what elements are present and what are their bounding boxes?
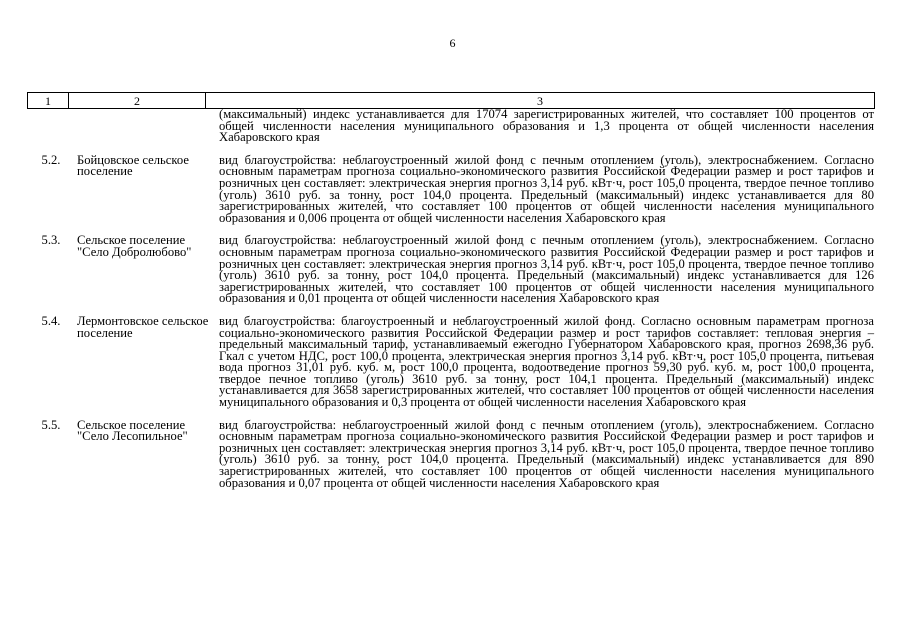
settlement-name: Лермонтовское сельское поселение — [77, 313, 209, 340]
row-description: вид благоустройства: благоустроенный и неблагоустроенный жилой фонд. Согласно основным параметрам прогноза социально-экономического развития Российской Федерации размер и рост тарифов составляет: тепловая энергия – предельный максимальный тариф, устанавливаемый ежегодно Губернатором Хабаровского края, прогноз 2698,36 руб. Гкал с учетом НДС, рост 100,0 процента, электрическая энергия прогноз 3,14 руб. кВт·ч, рост 105,0 процента, питьевая вода прогноз 31,01 руб. куб. м, рост 100,0 процента, водоотведение прогноз 59,30 руб. куб. м, рост 100,0 процента, твердое печное топливо (уголь) 3610 руб. за тонну, рост 104,1 процента. Предельный (максимальный) индекс устанавливается для 3658 зарегистрированных жителей, что составляет 100 процентов от общей численности населения муниципального образования и 0,3 процента от общей численности населения Хабаровского края — [219, 313, 874, 410]
settlement-name — [75, 109, 217, 144]
table-row — [27, 152, 875, 225]
row-description: вид благоустройства: неблагоустроенный жилой фонд с печным отоплением (уголь), электроснабжением. Согласно основным параметрам прогноза социально-экономического развития Российской Федерации размер и рост тарифов и розничных цен составляет: электрическая энергия прогноз 3,14 руб. кВт·ч, рост 105,0 процента, твердое печное топливо (уголь) 3610 руб. за тонну, рост 104,0 процента. Предельный (максимальный) индекс устанавливается для 890 зарегистрированных жителей, что составляет 100 процентов от общей численности населения муниципального образования и 0,07 процента от общей численности населения Хабаровского края — [219, 417, 874, 490]
row-description: вид благоустройства: неблагоустроенный жилой фонд с печным отоплением (уголь), электроснабжением. Согласно основным параметрам прогноза социально-экономического развития Российской Федерации размер и рост тарифов и розничных цен составляет: электрическая энергия прогноз 3,14 руб. кВт·ч, рост 105,0 процента, твердое печное топливо (уголь) 3610 руб. за тонну, рост 104,0 процента. Предельный (максимальный) индекс устанавливается для 80 зарегистрированных жителей, что составляет 100 процентов от общей численности населения муниципального образования и 0,006 процента от общей численности населения Хабаровского края — [219, 152, 874, 225]
column-header-2: 2 — [69, 93, 206, 109]
column-header-1: 1 — [28, 93, 69, 109]
column-header-3: 3 — [206, 93, 875, 109]
table-body — [27, 109, 875, 489]
row-number: 5.2. — [41, 152, 61, 167]
table-row — [27, 313, 875, 410]
continuation-text: (максимальный) индекс устанавливается для 17074 зарегистрированных жителей, что составляет 100 процентов от общей численности населения муниципального образования и 1,3 процента от общей численности населения Хабаровского края — [219, 107, 874, 145]
row-number: 5.5. — [41, 417, 61, 432]
row-number — [27, 109, 75, 144]
continuation-row — [27, 109, 875, 144]
settlement-name: Сельское поселение "Село Лесопильное" — [77, 417, 188, 444]
row-number: 5.4. — [41, 313, 61, 328]
settlement-name: Бойцовское сельское поселение — [77, 152, 189, 179]
settlement-name: Сельское поселение "Село Добролюбово" — [77, 233, 192, 259]
row-description: вид благоустройства: неблагоустроенный жилой фонд с печным отоплением (уголь), электроснабжением. Согласно основным параметрам прогноза социально-экономического развития Российской Федерации размер и рост тарифов и розничных цен составляет: электрическая энергия прогноз 3,14 руб. кВт·ч, рост 105,0 процента, твердое печное топливо (уголь) 3610 руб. за тонну, рост 104,0 процента. Предельный (максимальный) индекс устанавливается для 126 зарегистрированных жителей, что составляет 100 процентов от общей численности населения муниципального образования и 0,01 процента от общей численности населения Хабаровского края — [219, 233, 874, 306]
table-row — [27, 417, 875, 490]
row-number: 5.3. — [41, 233, 61, 248]
page-number: 6 — [449, 36, 456, 50]
table-row — [27, 235, 875, 305]
